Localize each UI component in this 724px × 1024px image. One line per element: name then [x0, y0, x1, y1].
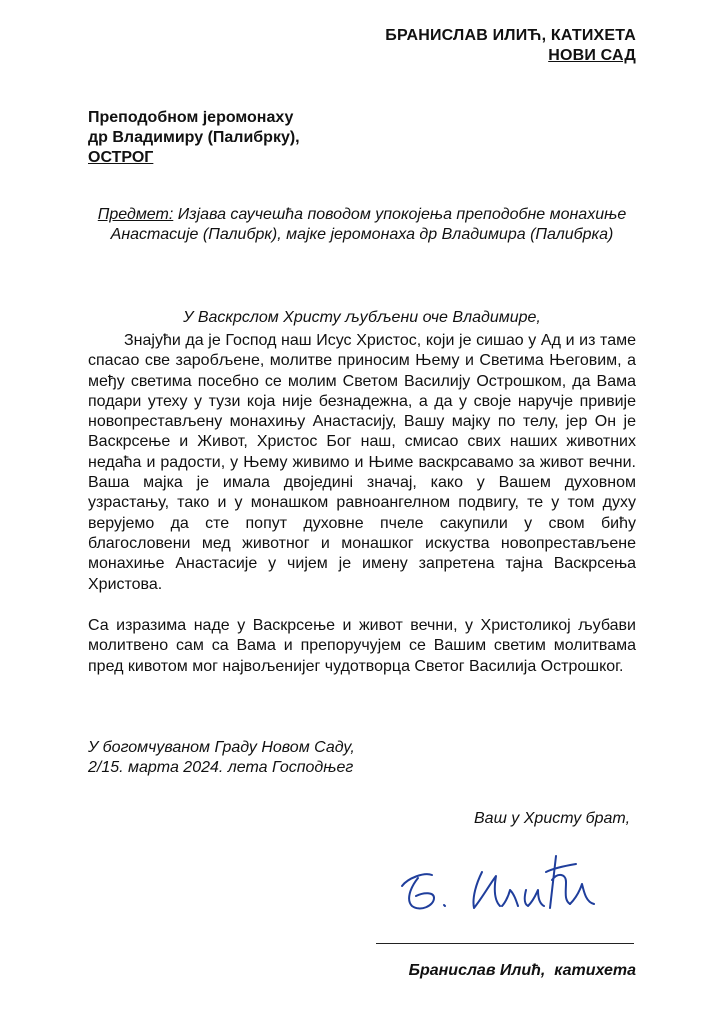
- sender-name: БРАНИСЛАВ ИЛИЋ, КАТИХЕТА: [385, 27, 636, 44]
- salutation: У Васкрслом Христу љубљени оче Владимире,: [183, 309, 541, 326]
- recipient-place: ОСТРОГ: [88, 149, 154, 166]
- subject-line: [88, 205, 636, 245]
- sender-block: [385, 26, 636, 66]
- date-line: 2/15. марта 2024. лета Господњег: [88, 759, 354, 776]
- subject-label: Предмет:: [97, 206, 174, 223]
- closing-phrase: Ваш у Христу брат,: [474, 810, 631, 827]
- recipient-line-2: др Владимиру (Палибрку),: [88, 129, 300, 146]
- body-paragraph-2: Са изразима наде у Васкрсење и живот вечни, у Христоликој љубави молитвено сам са Вама и препоручујем се Вашим светим молитвама пред кивотом мог највољенијег чудотворца Светог Василија Острошког.: [88, 617, 636, 675]
- signature-name: Бранислав Илић, катихета: [408, 962, 636, 979]
- recipient-block: [88, 108, 300, 168]
- place-date-block: [88, 738, 355, 778]
- place-line: У богомчуваном Граду Новом Саду,: [88, 739, 355, 756]
- handwritten-signature: [390, 842, 630, 922]
- subject-text: Изјава саучешћа поводом упокојења преподобне монахиње Анастасије (Палибрк), мајке јеромонаха др Владимира (Палибрка): [110, 206, 627, 243]
- recipient-line-1: Преподобном јеромонаху: [88, 109, 294, 126]
- sender-city: НОВИ САД: [548, 47, 636, 64]
- signature-line: [376, 943, 634, 944]
- body-paragraph-1: Знајући да је Господ наш Исус Христос, који је сишао у Ад и из таме спасао све заробљене, молитве приносим Њему и Светима Његовим, а међу светима посебно се молим Светом Василију Острошком, да Вама подари утеху у тузи која није безнадежна, а да у своје наручје привије новопрестављену монахињу Анастасију, Вашу мајку по телу, јер Он је Васкрсење и Живот, Христос Бог наш, смисао свих наших животних недаћа и радости, у Њему живимо и Њиме васкрсавамо за живот вечни. Ваша мајка је имала двојединi значај, како у Вашем духовном узрастању, тако и у монашком равноангелном подвигу, те у том духу верујемо да сте попут духовне пчеле сакупили у свом бићу благословени мед животног и монашког искуства новопрестављене монахиње Анастасије у чијем је имену запретена тајна Васкрсења Христова.: [88, 332, 636, 593]
